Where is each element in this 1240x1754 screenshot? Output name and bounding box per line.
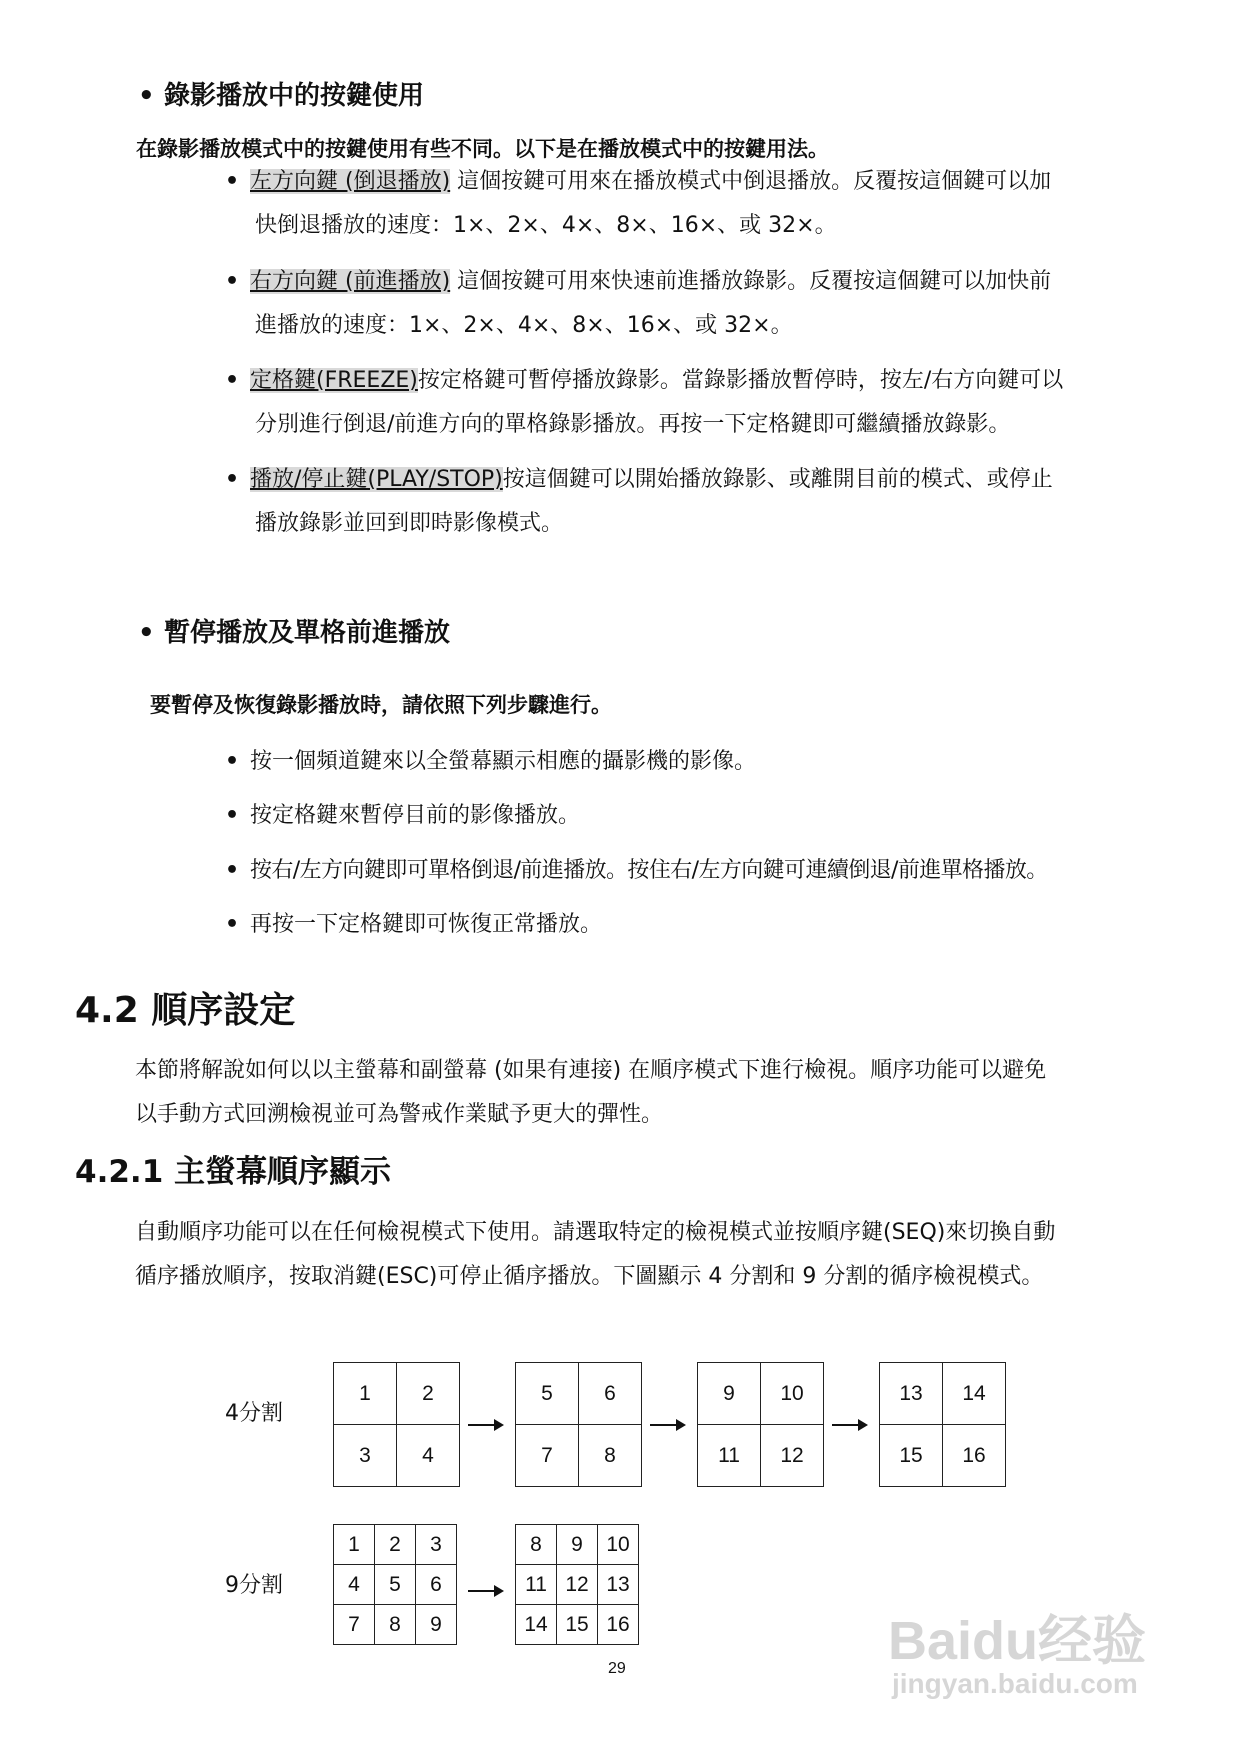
bullet-icon: • [225,912,240,937]
list-item [225,359,1185,447]
step-text: 再按一下定格鍵即可恢復正常播放。 [250,912,603,937]
grid-cell: 2 [375,1525,416,1565]
nine-grid [515,1524,639,1645]
grid-cell: 9 [557,1525,598,1565]
grid-cell: 9 [416,1605,457,1645]
bullet-icon: • [225,368,240,393]
paragraph [135,1211,1185,1299]
step-item [225,907,602,938]
item-text: 按這個鍵可以開始播放錄影、或離開目前的模式、或停止 [502,467,1053,492]
bullet-icon: • [225,467,240,492]
right-arrow-icon [468,1424,502,1426]
grid-cell: 5 [516,1363,579,1425]
grid-cell: 13 [598,1565,639,1605]
item-text: 按定格鍵可暫停播放錄影。當錄影播放暫停時，按左/右方向鍵可以 [417,368,1064,393]
quad-grid [333,1362,460,1487]
item-text: 這個按鍵可用來快速前進播放錄影。反覆按這個鍵可以加快前 [450,269,1052,294]
nine-grid [333,1524,457,1645]
step-item [225,744,756,775]
bullet-icon: • [225,749,240,774]
key-name: 播放/停止鍵(PLAY/STOP) [250,467,503,492]
grid-cell: 6 [416,1565,457,1605]
paragraph [135,1049,1185,1137]
list-item [225,260,1185,348]
key-name: 右方向鍵 (前進播放) [250,269,451,294]
grid-cell: 1 [334,1363,397,1425]
grid-cell: 15 [880,1425,943,1487]
section-intro: 要暫停及恢復錄影播放時，請依照下列步驟進行。 [150,693,612,717]
grid-cell: 13 [880,1363,943,1425]
grid-cell: 8 [375,1605,416,1645]
section-intro: 在錄影播放模式中的按鍵使用有些不同。以下是在播放模式中的按鍵用法。 [136,137,829,161]
grid-cell: 14 [516,1605,557,1645]
section-heading-playback-keys [138,75,424,112]
bullet-icon: • [138,81,155,111]
quad-split-label: 4分割 [225,1401,283,1426]
key-name: 定格鍵(FREEZE) [250,368,418,393]
heading-text: 暫停播放及單格前進播放 [164,618,451,648]
bullet-icon: • [138,618,155,648]
watermark-logo: Baidu经验 [888,1611,1147,1671]
grid-cell: 16 [943,1425,1006,1487]
bullet-icon: • [225,169,240,194]
grid-cell: 11 [516,1565,557,1605]
right-arrow-icon [650,1424,684,1426]
grid-cell: 6 [579,1363,642,1425]
step-text: 按定格鍵來暫停目前的影像播放。 [250,803,581,828]
grid-cell: 11 [698,1425,761,1487]
paragraph-line: 自動順序功能可以在任何檢視模式下使用。請選取特定的檢視模式並按順序鍵(SEQ)來切換自動 [135,1220,1056,1245]
grid-cell: 10 [598,1525,639,1565]
heading-text: 錄影播放中的按鍵使用 [164,81,425,111]
grid-cell: 16 [598,1605,639,1645]
grid-cell: 15 [557,1605,598,1645]
watermark-url: jingyan.baidu.com [892,1668,1138,1699]
bullet-icon: • [225,803,240,828]
quad-grid [879,1362,1006,1487]
grid-cell: 4 [334,1565,375,1605]
page-number: 29 [608,1660,626,1677]
quad-grid [515,1362,642,1487]
grid-cell: 7 [516,1425,579,1487]
grid-cell: 1 [334,1525,375,1565]
item-text-cont: 進播放的速度：1×、2×、4×、8×、16×、或 32×。 [255,313,793,338]
step-text: 按右/左方向鍵即可單格倒退/前進播放。按住右/左方向鍵可連續倒退/前進單格播放。 [250,858,1048,883]
grid-cell: 9 [698,1363,761,1425]
grid-cell: 12 [761,1425,824,1487]
item-text-cont: 播放錄影並回到即時影像模式。 [255,511,564,536]
step-item [225,853,1048,884]
key-name: 左方向鍵 (倒退播放) [250,169,451,194]
grid-cell: 8 [579,1425,642,1487]
bullet-icon: • [225,269,240,294]
bullet-icon: • [225,858,240,883]
list-item [225,160,1185,248]
grid-cell: 7 [334,1605,375,1645]
paragraph-line: 以手動方式回溯檢視並可為警戒作業賦予更大的彈性。 [135,1102,664,1127]
grid-cell: 3 [334,1425,397,1487]
grid-cell: 2 [397,1363,460,1425]
grid-cell: 4 [397,1425,460,1487]
grid-cell: 3 [416,1525,457,1565]
grid-cell: 14 [943,1363,1006,1425]
section-title-4-2-1: 4.2.1 主螢幕順序顯示 [75,1154,392,1190]
section-heading-pause [138,612,450,649]
paragraph-line: 循序播放順序，按取消鍵(ESC)可停止循序播放。下圖顯示 4 分割和 9 分割的循序檢視模式。 [135,1264,1044,1289]
nine-split-label: 9分割 [225,1573,283,1598]
step-text: 按一個頻道鍵來以全螢幕顯示相應的攝影機的影像。 [250,749,757,774]
grid-cell: 8 [516,1525,557,1565]
item-text-cont: 快倒退播放的速度：1×、2×、4×、8×、16×、或 32×。 [255,213,837,238]
item-text: 這個按鍵可用來在播放模式中倒退播放。反覆按這個鍵可以加 [450,169,1052,194]
section-title-4-2: 4.2 順序設定 [75,990,296,1031]
grid-cell: 12 [557,1565,598,1605]
step-item [225,798,580,829]
grid-cell: 10 [761,1363,824,1425]
grid-cell: 5 [375,1565,416,1605]
quad-grid [697,1362,824,1487]
item-text-cont: 分別進行倒退/前進方向的單格錄影播放。再按一下定格鍵即可繼續播放錄影。 [255,412,1011,437]
right-arrow-icon [468,1590,502,1592]
list-item [225,458,1185,546]
right-arrow-icon [832,1424,866,1426]
paragraph-line: 本節將解說如何以以主螢幕和副螢幕 (如果有連接) 在順序模式下進行檢視。順序功能可以避免 [135,1058,1047,1083]
